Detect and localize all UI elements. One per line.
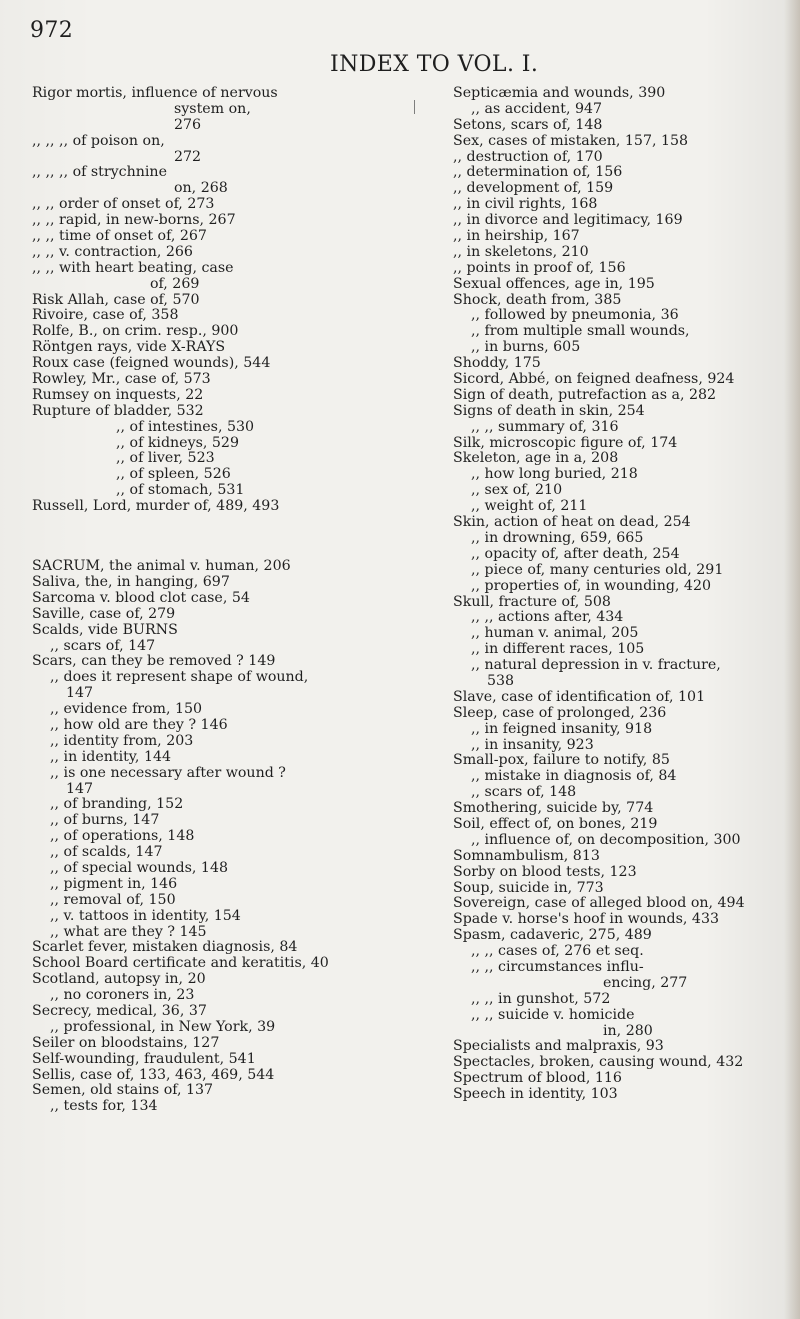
- index-line: Sexual offences, age in, 195: [453, 275, 655, 292]
- index-line: Rolfe, B., on crim. resp., 900: [32, 323, 239, 340]
- index-line: ,, influence of, on decomposition, 300: [471, 831, 741, 848]
- index-line: ,, does it represent shape of wound,: [50, 669, 309, 686]
- index-line: Soup, suicide in, 773: [453, 879, 604, 896]
- index-line: 272: [174, 148, 202, 165]
- index-line: Specialists and malpraxis, 93: [453, 1038, 664, 1055]
- running-head: INDEX TO VOL. I.: [330, 52, 539, 77]
- index-line: ,, ,, circumstances influ-: [471, 958, 644, 975]
- index-line: ,, pigment in, 146: [50, 875, 178, 892]
- index-line: Saliva, the, in hanging, 697: [32, 573, 230, 590]
- index-line: ,, ,, in gunshot, 572: [471, 990, 611, 1007]
- index-line: Septicæmia and wounds, 390: [453, 85, 666, 101]
- index-line: Smothering, suicide by, 774: [453, 800, 654, 817]
- index-line: Soil, effect of, on bones, 219: [453, 815, 658, 832]
- index-line: on, 268: [174, 180, 228, 197]
- index-line: in, 280: [603, 1022, 653, 1039]
- index-line: ,, in divorce and legitimacy, 169: [453, 212, 683, 229]
- index-line: Speech in identity, 103: [453, 1086, 618, 1103]
- index-line: ,, as accident, 947: [471, 100, 603, 117]
- index-line: ,, properties of, in wounding, 420: [471, 577, 712, 594]
- index-line: Signs of death in skin, 254: [453, 402, 645, 419]
- index-line: Sex, cases of mistaken, 157, 158: [453, 132, 689, 149]
- index-line: 147: [66, 780, 94, 797]
- index-line: 538: [487, 672, 515, 689]
- index-line: Rigor mortis, influence of nervous: [32, 85, 278, 101]
- index-line: ,, ,, order of onset of, 273: [32, 196, 215, 213]
- index-line: ,, tests for, 134: [50, 1098, 158, 1115]
- index-line: Sorby on blood tests, 123: [453, 863, 637, 880]
- index-line: Somnambulism, 813: [453, 847, 600, 864]
- index-line: ,, in identity, 144: [50, 748, 172, 765]
- index-line: Seiler on bloodstains, 127: [32, 1034, 220, 1051]
- index-line: Skull, fracture of, 508: [453, 593, 611, 610]
- index-line: Spectrum of blood, 116: [453, 1070, 622, 1087]
- index-line: ,, in burns, 605: [471, 339, 581, 356]
- index-line: Spectacles, broken, causing wound, 432: [453, 1054, 744, 1071]
- index-line: ,, in drowning, 659, 665: [471, 529, 644, 546]
- section-gap: [32, 515, 392, 559]
- index-line: ,, points in proof of, 156: [453, 259, 626, 276]
- page-header: [30, 18, 770, 78]
- index-line: ,, in civil rights, 168: [453, 196, 598, 213]
- index-line: 276: [174, 116, 202, 133]
- index-line: ,, ,, time of onset of, 267: [32, 228, 207, 245]
- index-line: ,, ,, suicide v. homicide: [471, 1006, 635, 1023]
- index-line: ,, in different races, 105: [471, 641, 645, 658]
- index-columns: [30, 86, 770, 1286]
- index-line: ,, in feigned insanity, 918: [471, 720, 653, 737]
- index-line: Skeleton, age in a, 208: [453, 450, 619, 467]
- index-line: School Board certificate and keratitis, 40: [32, 955, 329, 972]
- index-line: Russell, Lord, murder of, 489, 493: [32, 498, 280, 515]
- index-line: ,, of scalds, 147: [50, 844, 163, 861]
- index-line: ,, ,, cases of, 276 et seq.: [471, 943, 644, 960]
- index-line: ,, ,, actions after, 434: [471, 609, 624, 626]
- index-line: ,, sex of, 210: [471, 482, 563, 499]
- index-line: ,, in insanity, 923: [471, 736, 594, 753]
- index-line: ,, natural depression in v. fracture,: [471, 657, 721, 674]
- index-line: ,, of branding, 152: [50, 796, 184, 813]
- index-line: Shoddy, 175: [453, 355, 541, 372]
- index-line: ,, in skeletons, 210: [453, 243, 589, 260]
- index-line: ,, followed by pneumonia, 36: [471, 307, 679, 324]
- index-line: ,, ,, ,, of poison on,: [32, 132, 165, 149]
- index-line: 147: [66, 685, 94, 702]
- index-line: Setons, scars of, 148: [453, 116, 603, 133]
- index-line: ,, ,, ,, of strychnine: [32, 164, 167, 181]
- index-line: Sleep, case of prolonged, 236: [453, 704, 667, 721]
- index-line: ,, of intestines, 530: [116, 418, 255, 435]
- index-line: ,, of kidneys, 529: [116, 434, 239, 451]
- index-line: ,, of burns, 147: [50, 812, 160, 829]
- index-line: ,, of special wounds, 148: [50, 859, 229, 876]
- index-line: of, 269: [150, 275, 200, 292]
- index-line: Semen, old stains of, 137: [32, 1082, 214, 1099]
- index-line: Self-wounding, fraudulent, 541: [32, 1050, 256, 1067]
- right-column: [453, 86, 793, 1103]
- index-line: system on,: [174, 100, 251, 117]
- index-line: ,, removal of, 150: [50, 891, 176, 908]
- index-line: Sarcoma v. blood clot case, 54: [32, 589, 250, 606]
- index-line: ,, development of, 159: [453, 180, 614, 197]
- index-line: ,, no coroners in, 23: [50, 987, 195, 1004]
- index-line: Sicord, Abbé, on feigned deafness, 924: [453, 371, 735, 388]
- index-line: Roux case (feigned wounds), 544: [32, 355, 271, 372]
- index-line: Spade v. horse's hoof in wounds, 433: [453, 911, 720, 928]
- index-line: ,, how long buried, 218: [471, 466, 638, 483]
- index-line: Sign of death, putrefaction as a, 282: [453, 386, 717, 403]
- index-line: Silk, microscopic figure of, 174: [453, 434, 678, 451]
- index-line: Scalds, vide BURNS: [32, 621, 178, 638]
- index-line: Risk Allah, case of, 570: [32, 291, 200, 308]
- index-line: encing, 277: [603, 974, 688, 991]
- index-line: ,, destruction of, 170: [453, 148, 603, 165]
- index-line: ,, of operations, 148: [50, 828, 195, 845]
- index-line: ,, ,, summary of, 316: [471, 418, 619, 435]
- index-line: ,, determination of, 156: [453, 164, 623, 181]
- index-line: Scotland, autopsy in, 20: [32, 971, 206, 988]
- index-line: SACRUM, the animal v. human, 206: [32, 558, 291, 575]
- index-line: ,, mistake in diagnosis of, 84: [471, 768, 677, 785]
- index-line: ,, identity from, 203: [50, 732, 194, 749]
- index-line: Scars, can they be removed ? 149: [32, 653, 276, 670]
- index-line: ,, in heirship, 167: [453, 228, 580, 245]
- page-number: 972: [30, 18, 74, 43]
- index-line: ,, weight of, 211: [471, 498, 588, 515]
- index-line: ,, piece of, many centuries old, 291: [471, 561, 724, 578]
- index-line: ,, ,, rapid, in new-borns, 267: [32, 212, 236, 229]
- index-line: ,, human v. animal, 205: [471, 625, 639, 642]
- index-line: ,, what are they ? 145: [50, 923, 207, 940]
- index-line: ,, professional, in New York, 39: [50, 1018, 276, 1035]
- index-line: ,, v. tattoos in identity, 154: [50, 907, 241, 924]
- index-line: Spasm, cadaveric, 275, 489: [453, 927, 652, 944]
- index-line: ,, of spleen, 526: [116, 466, 231, 483]
- index-line: ,, how old are they ? 146: [50, 716, 228, 733]
- index-line: ,, is one necessary after wound ?: [50, 764, 286, 781]
- index-line: Shock, death from, 385: [453, 291, 622, 308]
- index-line: Saville, case of, 279: [32, 605, 176, 622]
- index-line: Secrecy, medical, 36, 37: [32, 1002, 207, 1019]
- index-line: Rivoire, case of, 358: [32, 307, 179, 324]
- index-line: ,, scars of, 148: [471, 784, 577, 801]
- index-line: ,, of stomach, 531: [116, 482, 245, 499]
- index-line: Rowley, Mr., case of, 573: [32, 371, 211, 388]
- index-line: ,, of liver, 523: [116, 450, 215, 467]
- index-line: Skin, action of heat on dead, 254: [453, 514, 691, 531]
- index-line: Röntgen rays, vide X-RAYS: [32, 339, 226, 356]
- index-line: ,, opacity of, after death, 254: [471, 545, 680, 562]
- index-line: Sellis, case of, 133, 463, 469, 544: [32, 1066, 275, 1083]
- left-column: [32, 86, 392, 1115]
- index-line: Small-pox, failure to notify, 85: [453, 752, 670, 769]
- index-line: Sovereign, case of alleged blood on, 494: [453, 895, 745, 912]
- index-line: ,, evidence from, 150: [50, 701, 203, 718]
- index-line: ,, scars of, 147: [50, 637, 156, 654]
- index-line: ,, ,, with heart beating, case: [32, 259, 234, 276]
- index-line: Rupture of bladder, 532: [32, 402, 204, 419]
- index-line: Scarlet fever, mistaken diagnosis, 84: [32, 939, 298, 956]
- index-line: ,, from multiple small wounds,: [471, 323, 690, 340]
- index-line: Slave, case of identification of, 101: [453, 688, 706, 705]
- index-line: ,, ,, v. contraction, 266: [32, 243, 193, 260]
- index-line: Rumsey on inquests, 22: [32, 386, 204, 403]
